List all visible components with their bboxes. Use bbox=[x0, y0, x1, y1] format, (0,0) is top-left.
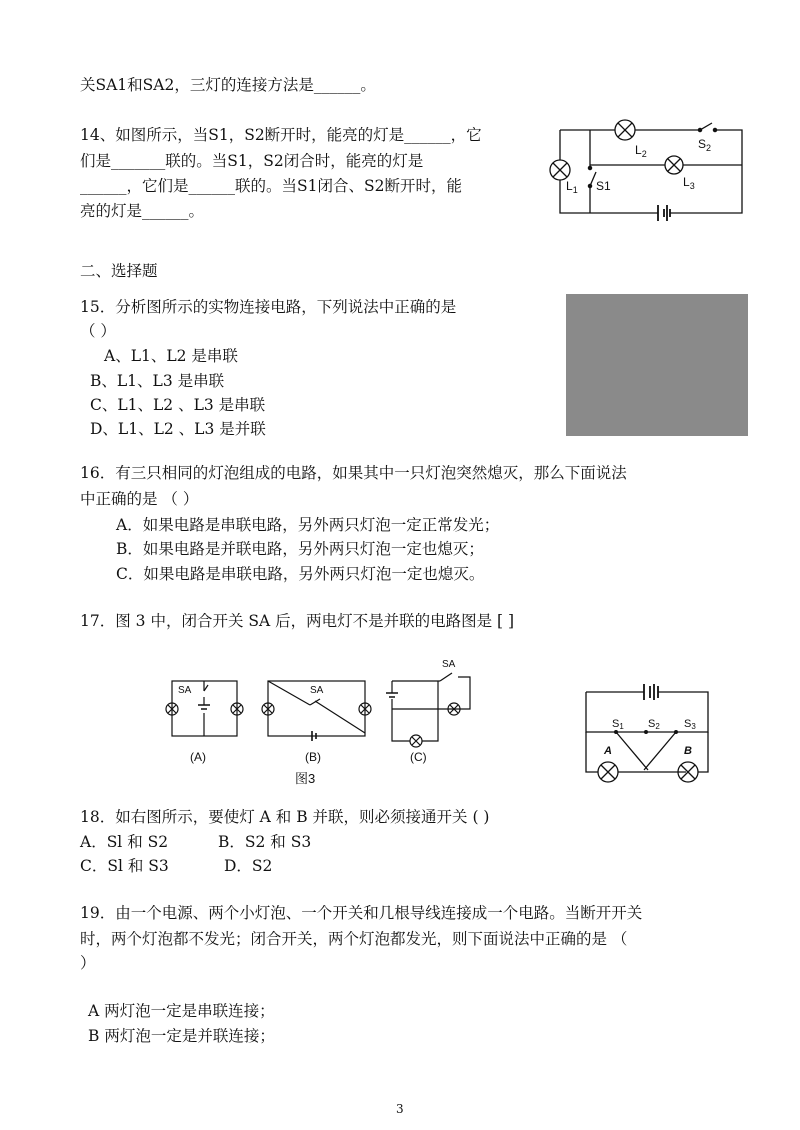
q13-tail: 关SA1和SA2，三灯的连接方法是______。 bbox=[80, 76, 376, 94]
q14-line4: 亮的灯是______。 bbox=[80, 202, 205, 220]
q15-option-c: C、L1、L2 、L3 是串联 bbox=[90, 396, 266, 414]
q17-a-switch-label: SA bbox=[178, 685, 192, 696]
q18-option-c: C．Sl 和 S3 bbox=[80, 857, 169, 875]
q17-caption-a: (A) bbox=[190, 750, 206, 764]
page-number: 3 bbox=[396, 1102, 404, 1116]
q16-option-a: A．如果电路是串联电路，另外两只灯泡一定正常发光； bbox=[116, 516, 500, 534]
q17-caption-c: (C) bbox=[410, 750, 427, 764]
q19-line2: 时，两个灯泡都不发光；闭合开关，两个灯泡都发光，则下面说法中正确的是 （ bbox=[80, 930, 628, 948]
q18-lamp-b: B bbox=[684, 745, 692, 757]
q15-stem: 15．分析图所示的实物连接电路，下列说法中正确的是 bbox=[80, 298, 457, 316]
q18-label-s1: S1 bbox=[612, 718, 624, 731]
q19-line1: 19．由一个电源、两个小灯泡、一个开关和几根导线连接成一个电路。当断开开关 bbox=[80, 904, 643, 922]
section-title: 二、选择题 bbox=[80, 262, 158, 280]
q17-figure-3 bbox=[160, 655, 480, 790]
q18-label-s2: S2 bbox=[648, 718, 660, 731]
q14-label-s2: $S_2$ bbox=[698, 137, 712, 153]
q15-answer-bracket: （ ） bbox=[80, 322, 116, 340]
q14-line1: 14、如图所示，当S1，S2断开时，能亮的灯是______，它 bbox=[80, 126, 482, 144]
q16-stem: 16．有三只相同的灯泡组成的电路，如果其中一只灯泡突然熄灭，那么下面说法 bbox=[80, 464, 627, 482]
q17-c-switch-label: SA bbox=[442, 659, 456, 670]
q18-option-a: A．Sl 和 S2 bbox=[80, 833, 169, 851]
q17-stem: 17．图 3 中，闭合开关 SA 后，两电灯不是并联的电路图是 [ ] bbox=[80, 612, 515, 630]
q16-stem-2: 中正确的是 （ ） bbox=[80, 490, 199, 508]
q14-label-l3: $L_3$ bbox=[683, 175, 695, 191]
q18-label-s3: S3 bbox=[684, 718, 696, 731]
q16-option-c: C．如果电路是串联电路，另外两只灯泡一定也熄灭。 bbox=[116, 565, 485, 583]
q15-figure-placeholder bbox=[566, 294, 748, 436]
q19-option-a: A 两灯泡一定是串联连接； bbox=[88, 1002, 275, 1020]
q15-option-a: A、L1、L2 是串联 bbox=[104, 347, 238, 365]
q18-option-b: B．S2 和 S3 bbox=[218, 833, 312, 851]
q17-caption-b: (B) bbox=[305, 750, 321, 764]
q14-line2: 们是_______联的。当S1，S2闭合时，能亮的灯是 bbox=[80, 152, 424, 170]
q17-figure-caption: 图3 bbox=[295, 771, 316, 786]
q15-option-d: D、L1、L2 、L3 是并联 bbox=[90, 420, 266, 438]
q14-label-l2: $L_2$ bbox=[635, 143, 647, 159]
q18-stem: 18．如右图所示，要使灯 A 和 B 并联，则必须接通开关 ( ) bbox=[80, 808, 490, 826]
q14-label-l1: $L_1$ bbox=[566, 179, 578, 195]
q18-option-d: D．S2 bbox=[224, 857, 273, 875]
q18-lamp-a: A bbox=[604, 745, 612, 757]
q14-circuit-diagram bbox=[540, 118, 750, 228]
q17-b-switch-label: SA bbox=[310, 685, 324, 696]
q15-option-b: B、L1、L3 是串联 bbox=[90, 372, 225, 390]
q19-line3: ） bbox=[80, 954, 96, 972]
q14-line3: ______，它们是______联的。当S1闭合、S2断开时，能 bbox=[80, 177, 462, 195]
q16-option-b: B．如果电路是并联电路，另外两只灯泡一定也熄灭； bbox=[116, 540, 484, 558]
q18-circuit-diagram bbox=[578, 672, 718, 792]
q14-label-s1: S1 bbox=[596, 179, 611, 193]
q19-option-b: B 两灯泡一定是并联连接； bbox=[88, 1027, 275, 1045]
